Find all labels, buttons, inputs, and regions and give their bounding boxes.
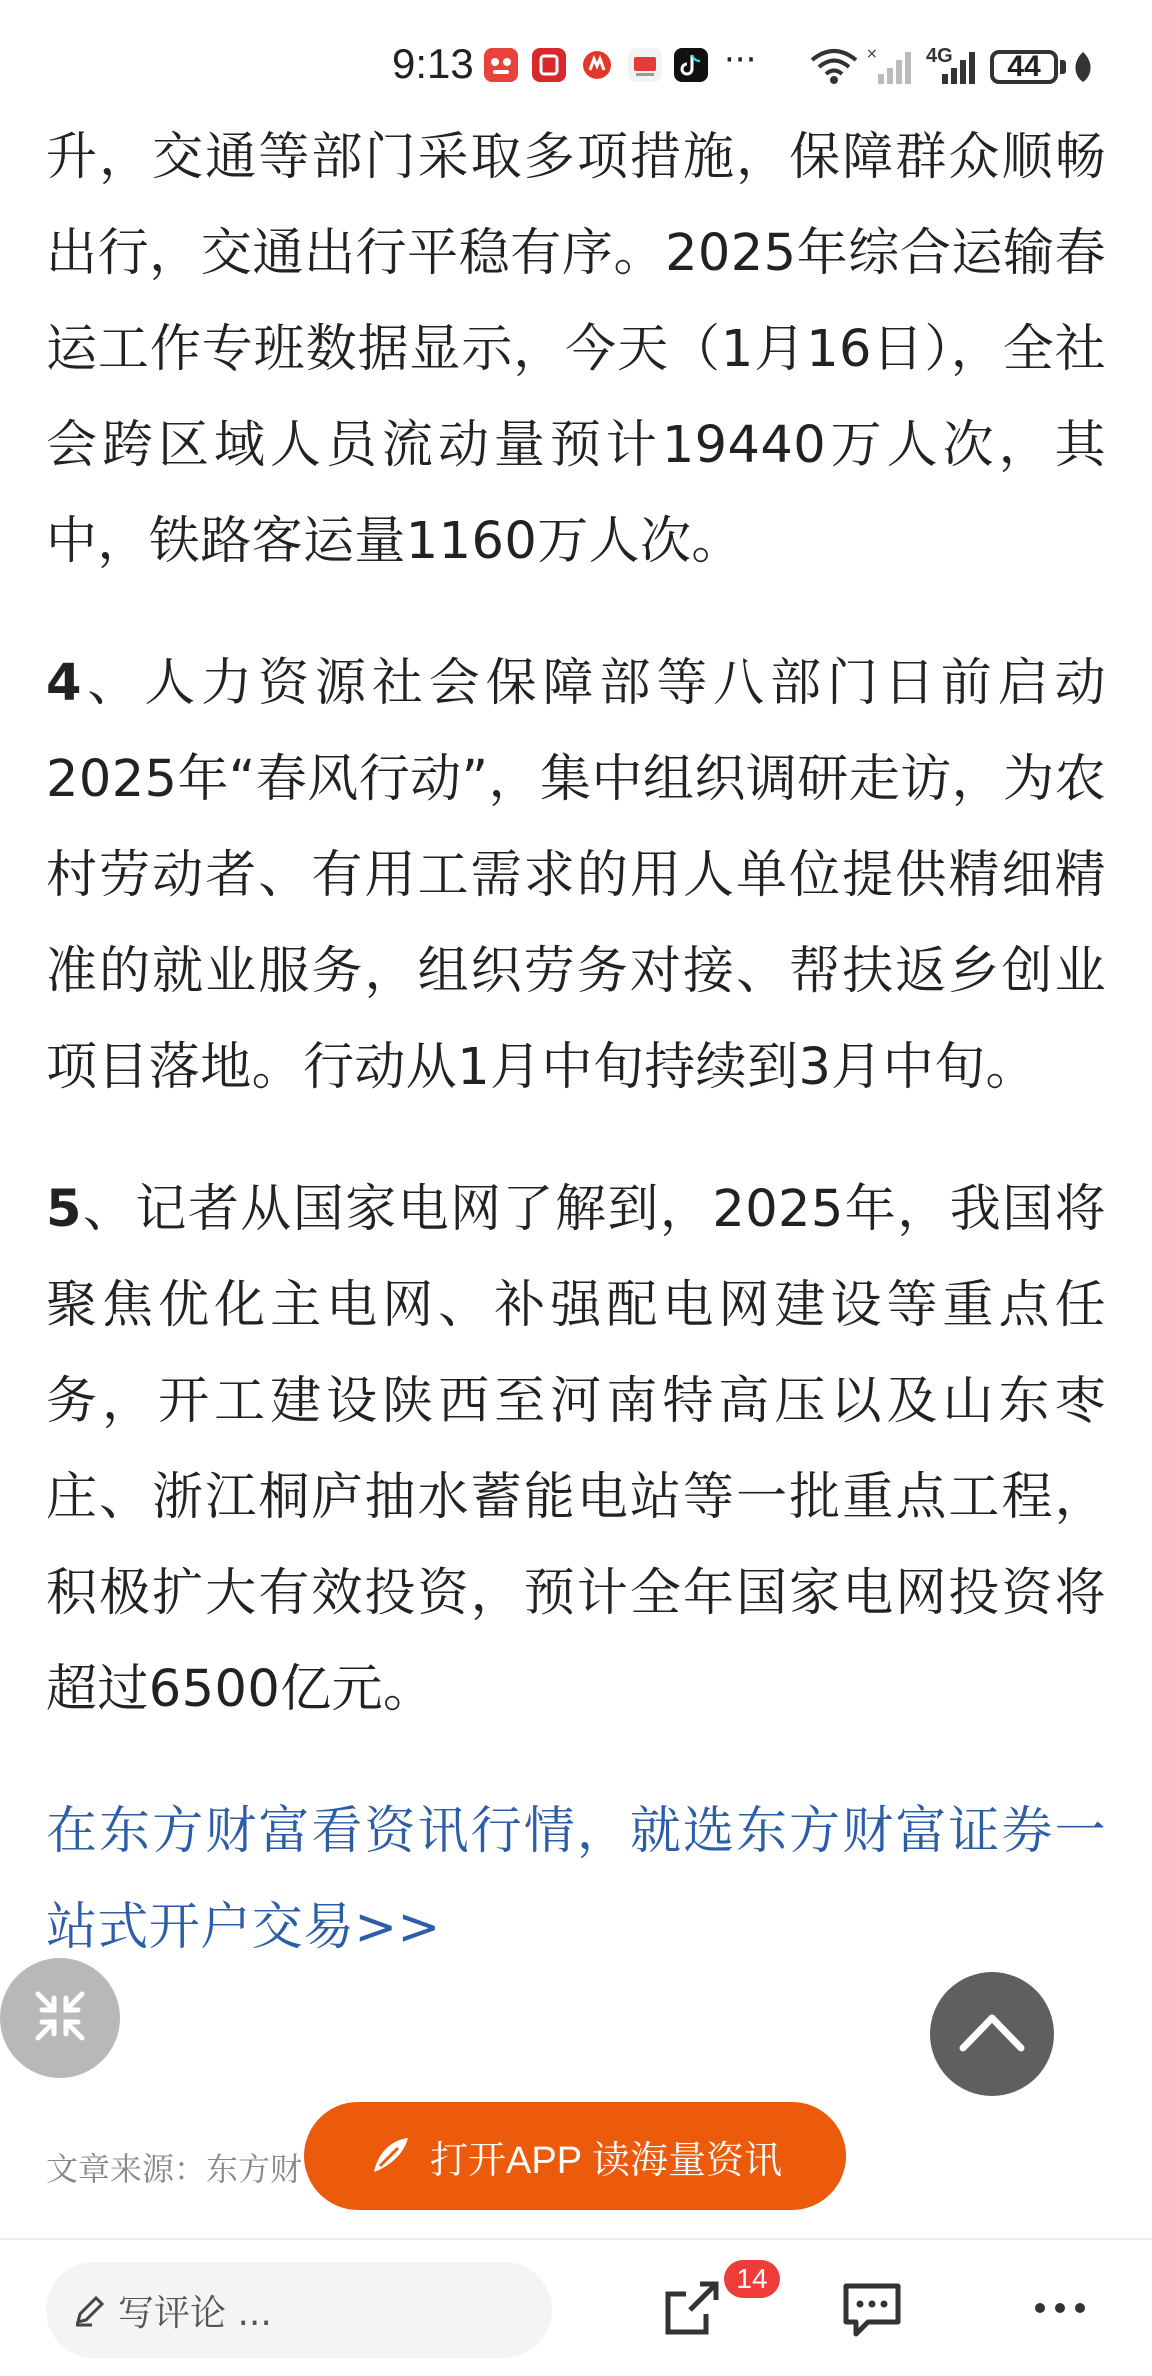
signal-4g-icon (926, 42, 982, 90)
app-logo-icon (368, 2134, 412, 2178)
svg-text:×: × (866, 46, 878, 62)
battery-tip (1060, 60, 1066, 74)
overflow-dots: ··· (724, 40, 757, 80)
paragraph-text: 、记者从国家电网了解到，2025年，我国将聚焦优化主电网、补强配电网建设等重点任务，开工建设陕西至河南特高压以及山东枣庄、浙江桐庐抽水蓄能电站等一批重点工程，积极扩大有效投资，预计全年国家电网投资将超过6500亿元。 (46, 1180, 1106, 1719)
open-app-label: 打开APP 读海量资讯 (430, 2139, 782, 2182)
paragraph-number: 5 (46, 1180, 82, 1239)
article-paragraph (46, 110, 1106, 590)
comments-icon[interactable] (840, 2280, 904, 2344)
article-paragraph (46, 1162, 1106, 1738)
paragraph-text: 、人力资源社会保障部等八部门日前启动2025年“春风行动”，集中组织调研走访，为农村劳动者、有用工需求的用人单位提供精细精准的就业服务，组织劳务对接、帮扶返乡创业项目落地。行动从1月中旬持续到3月中旬。 (46, 654, 1106, 1097)
app-notification-icon (484, 48, 518, 82)
app-notification-icon (532, 48, 566, 82)
wifi-icon (808, 46, 860, 90)
paragraph-text: 升，交通等部门采取多项措施，保障群众顺畅出行，交通出行平稳有序。2025年综合运输春运工作专班数据显示，今天（1月16日），全社会跨区域人员流动量预计19440万人次，其中，铁路客运量1160万人次。 (46, 128, 1106, 571)
tiktok-icon (674, 48, 708, 82)
more-icon[interactable] (1032, 2300, 1088, 2320)
comment-placeholder: 写评论 ... (118, 2292, 272, 2334)
share-icon[interactable] (660, 2276, 724, 2344)
open-app-button[interactable] (304, 2102, 846, 2210)
scroll-top-button[interactable] (930, 1972, 1054, 2096)
article-body (46, 110, 1106, 1976)
pencil-icon (72, 2292, 108, 2328)
signal-icon (866, 46, 918, 90)
leaf-icon (1072, 50, 1094, 88)
network-type: 4G (926, 45, 953, 67)
comment-input[interactable] (46, 2262, 552, 2358)
status-time: 9:13 (392, 40, 474, 87)
battery-level: 44 (1007, 50, 1041, 83)
chevron-up-icon (957, 2010, 1027, 2058)
share-count-badge: 14 (724, 2260, 780, 2298)
collapse-icon (30, 1986, 90, 2050)
bottom-bar (0, 2238, 1152, 2376)
app-notification-icon (580, 48, 614, 82)
collapse-button[interactable] (0, 1958, 120, 2078)
article-source: 文章来源：东方财 (46, 2150, 303, 2188)
paragraph-number: 4 (46, 654, 82, 713)
promo-link[interactable]: 在东方财富看资讯行情，就选东方财富证券一站式开户交易>> (46, 1802, 1106, 1957)
app-notification-icon (628, 48, 662, 82)
article-paragraph (46, 636, 1106, 1116)
